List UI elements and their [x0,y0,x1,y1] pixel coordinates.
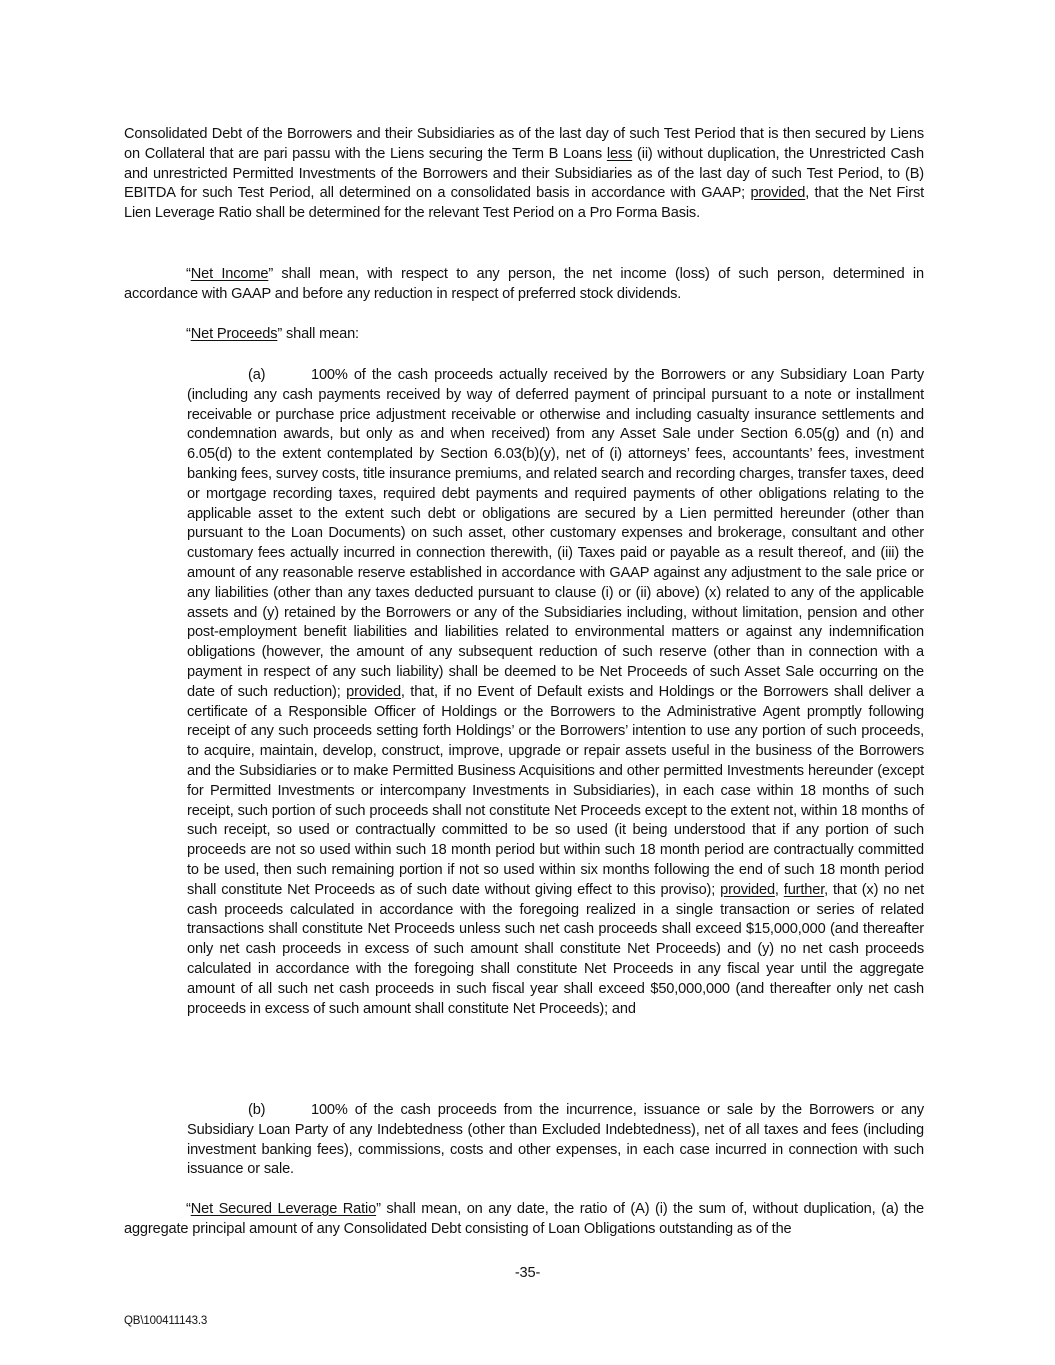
clause-b: (b) 100% of the cash proceeds from the incurrence, issuance or sale by the Borrowers or any Subsidiary Loan Party of any Indebtedness (other than Excluded Indebtedness), net of all taxes and fees (including investment banking fees), commissions, costs and other expenses, in each case incurred in connection with such issuance or sale. [187,1102,924,1178]
document-id-footer: QB\100411143.3 [124,1315,208,1327]
defined-term-net-income: Net Income [190,266,269,282]
paragraph-net-first-lien-continuation: Consolidated Debt of the Borrowers and their Subsidiaries as of the last day of such Test Period that is then secured by Liens on Collateral that are pari passu with the Liens securing the Term B Loans less (ii) without duplication, the Unrestricted Cash and unrestricted Permitted Investments of the Borrowers and their Subsidiaries as of the last day of such Test Period, to (B) EBITDA for such Test Period, all determined on a consolidated basis in accordance with GAAP; provided, that the Net First Lien Leverage Ratio shall be determined for the relevant Test Period on a Pro Forma Basis. [124,126,925,222]
page-number: -35- [514,1265,541,1281]
defined-term-net-secured-leverage-ratio: Net Secured Leverage Ratio [190,1201,377,1217]
emphasis-less: less [606,145,633,162]
emphasis-provided: provided [750,185,806,202]
emphasis-provided: provided [720,881,775,898]
emphasis-further: further [783,881,825,898]
clause-a-label: (a) [248,367,266,383]
defined-term-net-proceeds: Net Proceeds [190,326,278,342]
clause-a: (a) 100% of the cash proceeds actually received by the Borrowers or any Subsidiary Loan Party (including any cash payments received by way of deferred payment of principal pursuant to a note or installment receivable or purchase price adjustment receivable or otherwise and including casualty insurance settlements and condemnation awards, but only as and when received) from any Asset Sale under Section 6.05(g) and (n) and 6.05(d) to the extent contemplated by Section 6.03(b)(y), net of (i) attorneys’ fees, accountants’ fees, investment banking fees, survey costs, title insurance premiums, and related search and recording charges, transfer taxes, deed or mortgage recording taxes, required debt payments and required payments of other obligations relating to the applicable asset to the extent such debt or obligations are secured by a Lien permitted hereunder (other than pursuant to the Loan Documents) on such asset, other customary expenses and brokerage, consultant and other customary fees actually incurred in connection therewith, (ii) Taxes paid or payable as a result thereof, and (iii) the amount of any reasonable reserve established in accordance with GAAP against any adjustment to the sale price or any liabilities (other than any taxes deducted pursuant to clause (i) or (ii) above) (x) related to any of the applicable assets and (y) retained by the Borrowers or any of the Subsidiaries including, without limitation, pension and other post-employment benefit liabilities and liabilities related to environmental matters or against any indemnification obligations (however, the amount of any subsequent reduction of such reserve (other than in connection with a payment in respect of any such liability) shall be deemed to be Net Proceeds of such Asset Sale occurring on the date of such reduction); provided, that, if no Event of Default exists and Holdings or the Borrowers shall deliver a certificate of a Responsible Officer of Holdings or the Borrowers to the Administrative Agent promptly following receipt of any such proceeds setting forth Holdings’ or the Borrowers’ intention to use any portion of such proceeds, to acquire, maintain, develop, construct, improve, upgrade or repair assets useful in the business of the Borrowers and the Subsidiaries or to make Permitted Business Acquisitions and other permitted Investments hereunder (except for Permitted Investments or intercompany Investments in Subsidiaries), in each case within 18 months of such receipt, such portion of such proceeds shall not constitute Net Proceeds except to the extent not, within 18 months of such receipt, so used or contractually committed to be so used (it being understood that if any portion of such proceeds are not so used within such 18 month period but within such 18 month period are contractually committed to be used, then such remaining portion if not so used within six months following the end of such 18 month period shall constitute Net Proceeds as of such date without giving effect to this proviso); provided, further, that (x) no net cash proceeds calculated in accordance with the foregoing realized in a single transaction or series of related transactions shall constitute Net Proceeds unless such net cash proceeds shall exceed $15,000,000 (and thereafter only net cash proceeds in excess of such amount shall constitute Net Proceeds) and (y) no net cash proceeds calculated in accordance with the foregoing shall constitute Net Proceeds in any fiscal year until the aggregate amount of all such net cash proceeds in such fiscal year shall exceed $50,000,000 (and thereafter only net cash proceeds in excess of such amount shall constitute Net Proceeds); and [187,367,924,1017]
definition-net-proceeds: “Net Proceeds” shall mean: [186,326,359,342]
definition-net-secured-leverage-ratio: “Net Secured Leverage Ratio” shall mean, on any date, the ratio of (A) (i) the sum of, without duplication, (a) the aggregate principal amount of any Consolidated Debt consisting of Loan Obligations outstanding as of the [124,1201,924,1237]
emphasis-provided: provided [346,683,401,700]
definition-net-income: “Net Income” shall mean, with respect to any person, the net income (loss) of such person, determined in accordance with GAAP and before any reduction in respect of preferred stock dividends. [124,266,924,302]
clause-b-label: (b) [248,1102,266,1118]
